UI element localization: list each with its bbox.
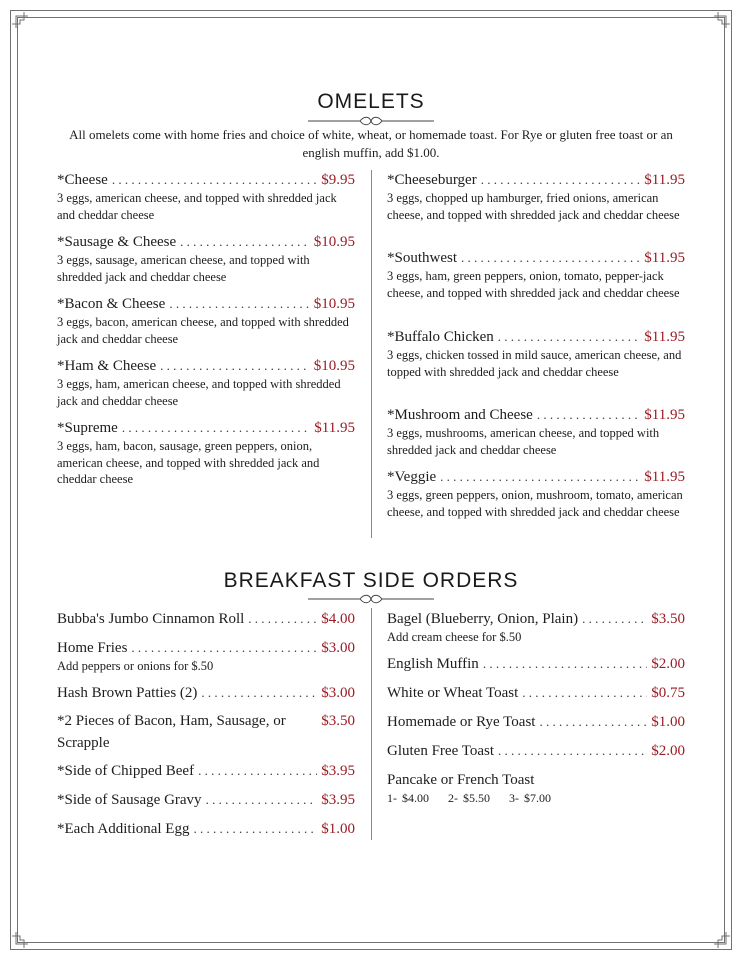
flourish-divider-icon (308, 116, 434, 126)
item-price: $3.50 (321, 713, 355, 729)
dot-leader (112, 171, 317, 189)
menu-item (387, 406, 685, 458)
item-description: 3 eggs, ham, bacon, sausage, green peppers, onion, american cheese, and topped with shredded jack and cheddar cheese (57, 439, 320, 486)
menu-item (57, 610, 355, 628)
pancake-price-list (387, 791, 685, 806)
item-price: $3.00 (321, 685, 355, 701)
item-description: 3 eggs, chicken tossed in mild sauce, american cheese, and topped with shredded jack and cheddar cheese (387, 348, 682, 379)
menu-item (387, 742, 685, 760)
item-price: $4.00 (321, 611, 355, 627)
flourish-divider-icon (308, 594, 434, 604)
dot-leader (131, 639, 317, 657)
menu-item (387, 468, 685, 520)
dot-leader (206, 791, 318, 809)
item-price: $10.95 (313, 234, 355, 250)
item-price: $1.00 (321, 821, 355, 837)
item-description: 3 eggs, ham, green peppers, onion, tomato, pepper-jack cheese, and topped with shredded jack and cheddar cheese (387, 269, 680, 300)
item-price: $11.95 (644, 469, 685, 485)
omelets-intro: All omelets come with home fries and choice of white, wheat, or homemade toast. For Rye or gluten free toast or an english muffin, add $1.00. (69, 127, 673, 160)
corner-ornament-icon (12, 932, 28, 948)
menu-item (387, 610, 685, 646)
item-price: $3.95 (321, 763, 355, 779)
omelets-column-divider (371, 170, 372, 538)
corner-ornament-icon (714, 12, 730, 28)
item-name: *Southwest (387, 250, 458, 266)
dot-leader (180, 233, 310, 251)
dot-leader (481, 171, 641, 189)
item-price: $11.95 (314, 420, 355, 436)
item-name: Gluten Free Toast (387, 743, 494, 759)
item-price: $2.00 (651, 656, 685, 672)
menu-item (387, 771, 685, 806)
dot-leader (160, 357, 310, 375)
sides-column-divider (371, 608, 372, 840)
dot-leader (122, 419, 310, 437)
menu-item (57, 710, 355, 754)
dot-leader (498, 328, 641, 346)
item-name: Bagel (Blueberry, Onion, Plain) (387, 611, 579, 627)
dot-leader (483, 655, 647, 673)
item-price: $10.95 (313, 358, 355, 374)
item-description: 3 eggs, mushrooms, american cheese, and topped with shredded jack and cheddar cheese (387, 426, 660, 457)
item-name: Home Fries (57, 640, 128, 656)
item-name: White or Wheat Toast (387, 685, 519, 701)
item-name: *Supreme (57, 420, 118, 436)
menu-item (387, 249, 685, 301)
dot-leader (193, 820, 317, 838)
item-description: 3 eggs, sausage, american cheese, and topped with shredded jack and cheddar cheese (57, 253, 310, 284)
item-price: $3.00 (321, 640, 355, 656)
item-name: *Veggie (387, 469, 437, 485)
dot-leader (461, 249, 640, 267)
item-name: Pancake or French Toast (387, 772, 535, 788)
item-price: $2.00 (651, 743, 685, 759)
pancake-price: 2- $5.50 (448, 791, 490, 805)
item-name: *Cheese (57, 172, 108, 188)
item-price: $1.00 (651, 714, 685, 730)
item-price: $9.95 (321, 172, 355, 188)
dot-leader (198, 762, 317, 780)
side-orders-heading: BREAKFAST SIDE ORDERS (223, 569, 519, 592)
item-name: *Buffalo Chicken (387, 329, 494, 345)
item-price: $11.95 (644, 329, 685, 345)
item-name: *Side of Sausage Gravy (57, 792, 202, 808)
menu-item (57, 419, 355, 488)
item-name: *Side of Chipped Beef (57, 763, 195, 779)
dot-leader (440, 468, 640, 486)
item-description: 3 eggs, chopped up hamburger, fried onions, american cheese, and topped with shredded jack and cheddar cheese (387, 191, 680, 222)
pancake-price: 1- $4.00 (387, 791, 429, 805)
item-name: *Sausage & Cheese (57, 234, 177, 250)
corner-ornament-icon (12, 12, 28, 28)
item-description: 3 eggs, bacon, american cheese, and topped with shredded jack and cheddar cheese (57, 315, 349, 346)
item-description: 3 eggs, green peppers, onion, mushroom, tomato, american cheese, and topped with shredded jack and cheddar cheese (387, 488, 683, 519)
dot-leader (537, 406, 640, 424)
dot-leader (201, 684, 317, 702)
menu-item (57, 295, 355, 347)
corner-ornament-icon (714, 932, 730, 948)
item-name: English Muffin (387, 656, 479, 672)
dot-leader (539, 713, 647, 731)
item-price: $11.95 (644, 172, 685, 188)
item-name: *2 Pieces of Bacon, Ham, Sausage, or Scrapple (57, 713, 286, 751)
item-name: *Ham & Cheese (57, 358, 157, 374)
menu-item (57, 233, 355, 285)
item-price: $10.95 (313, 296, 355, 312)
item-name: *Bacon & Cheese (57, 296, 166, 312)
item-description: 3 eggs, american cheese, and topped with shredded jack and cheddar cheese (57, 191, 337, 222)
menu-item (387, 655, 685, 673)
item-price: $0.75 (651, 685, 685, 701)
menu-item (57, 684, 355, 702)
dot-leader (248, 610, 317, 628)
item-name: Hash Brown Patties (2) (57, 685, 198, 701)
menu-item (387, 684, 685, 702)
item-description: Add cream cheese for $.50 (387, 630, 522, 644)
dot-leader (498, 742, 647, 760)
menu-item (387, 328, 685, 380)
item-name: *Cheeseburger (387, 172, 477, 188)
item-name: *Each Additional Egg (57, 821, 190, 837)
dot-leader (522, 684, 647, 702)
omelets-heading: OMELETS (317, 90, 425, 113)
menu-item (57, 791, 355, 809)
item-price: $3.50 (651, 611, 685, 627)
item-name: *Mushroom and Cheese (387, 407, 533, 423)
dot-leader (169, 295, 309, 313)
menu-item (387, 713, 685, 731)
item-price: $11.95 (644, 250, 685, 266)
item-name: Homemade or Rye Toast (387, 714, 536, 730)
menu-item (57, 639, 355, 675)
menu-item (57, 762, 355, 780)
menu-item (57, 357, 355, 409)
pancake-price: 3- $7.00 (509, 791, 551, 805)
item-description: 3 eggs, ham, american cheese, and topped with shredded jack and cheddar cheese (57, 377, 341, 408)
item-description: Add peppers or onions for $.50 (57, 659, 214, 673)
menu-item (57, 171, 355, 223)
item-price: $3.95 (321, 792, 355, 808)
item-name: Bubba's Jumbo Cinnamon Roll (57, 611, 245, 627)
dot-leader (582, 610, 647, 628)
menu-item (57, 820, 355, 838)
menu-item (387, 171, 685, 223)
item-price: $11.95 (644, 407, 685, 423)
